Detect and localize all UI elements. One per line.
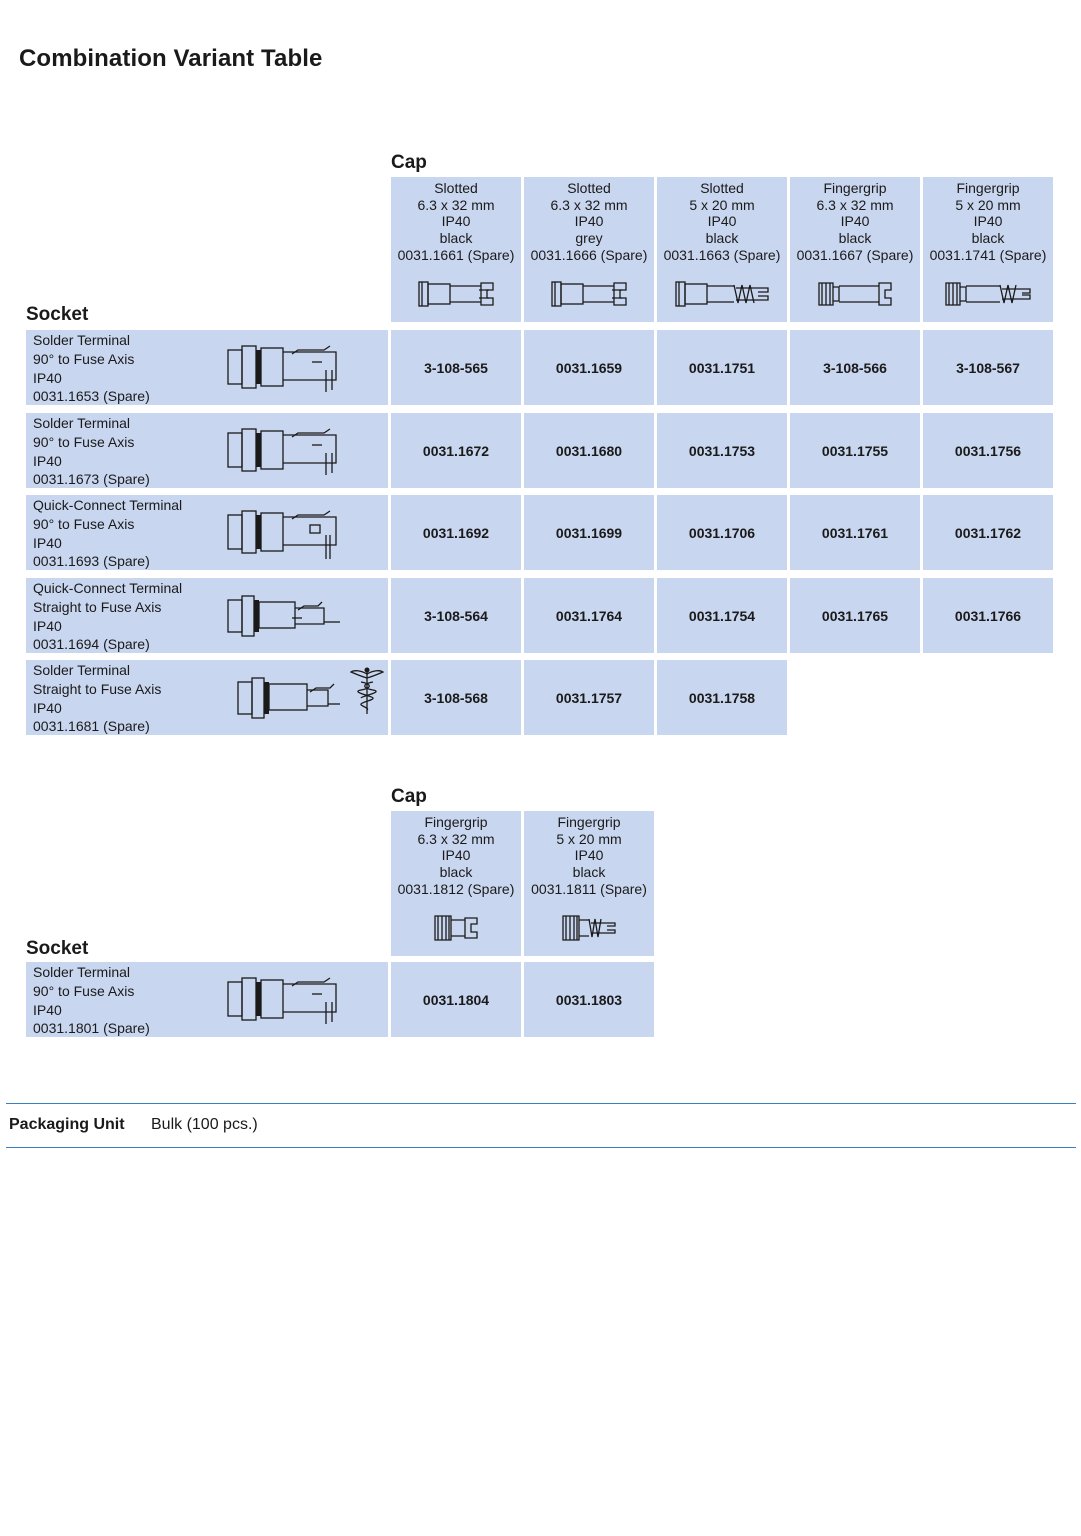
cap-header-cell <box>923 177 1053 322</box>
socket-axis: 90° to Fuse Axis <box>33 433 135 450</box>
caduceus-icon <box>350 666 384 721</box>
part-number-cell: 0031.1764 <box>524 578 654 653</box>
part-number-cell: 3-108-565 <box>391 330 521 405</box>
packaging-unit-label: Packaging Unit <box>9 1116 125 1133</box>
socket-spare-number: 0031.1681 (Spare) <box>33 718 150 735</box>
cap-type: Fingergrip <box>557 814 621 830</box>
solder-90-socket-icon <box>226 342 342 399</box>
socket-ip-rating: IP40 <box>33 1001 62 1018</box>
socket-row-header <box>26 660 388 735</box>
socket-row-header <box>26 962 388 1037</box>
socket-axis: 90° to Fuse Axis <box>33 350 135 367</box>
part-number-cell: 0031.1751 <box>657 330 787 405</box>
solder-straight-socket-icon <box>236 676 342 725</box>
cap-spare-number: 0031.1741 (Spare) <box>929 246 1047 263</box>
page-title: Combination Variant Table <box>19 45 323 72</box>
cap-color: grey <box>575 230 603 247</box>
cap-label: Cap <box>391 152 427 173</box>
cap-ip-rating: IP40 <box>441 213 471 230</box>
socket-spare-number: 0031.1653 (Spare) <box>33 388 150 405</box>
part-number-cell: 0031.1762 <box>923 495 1053 570</box>
cap-color: black <box>838 230 872 247</box>
socket-axis: Straight to Fuse Axis <box>33 680 162 697</box>
cap-type: Fingergrip <box>424 814 488 830</box>
cap-header-cell <box>790 177 920 322</box>
part-number-cell: 0031.1756 <box>923 413 1053 488</box>
part-number-cell: 3-108-564 <box>391 578 521 653</box>
cap-size: 6.3 x 32 mm <box>417 830 495 847</box>
cap-size: 6.3 x 32 mm <box>816 196 894 213</box>
cap-size: 5 x 20 mm <box>556 830 622 847</box>
socket-terminal: Quick-Connect Terminal <box>33 580 183 596</box>
part-number-cell: 3-108-568 <box>391 660 521 735</box>
cap-type: Slotted <box>567 180 611 196</box>
cap-size: 5 x 20 mm <box>955 196 1021 213</box>
cap-size: 6.3 x 32 mm <box>550 196 628 213</box>
slotted-cap-icon <box>391 274 521 314</box>
fingergrip-cap-short-icon <box>923 274 1053 314</box>
cap-header-cell <box>391 177 521 322</box>
socket-axis: Straight to Fuse Axis <box>33 598 162 615</box>
quick-connect-straight-socket-icon <box>226 594 342 643</box>
cap-color: black <box>439 864 473 881</box>
socket-ip-rating: IP40 <box>33 534 62 551</box>
socket-terminal: Solder Terminal <box>33 332 131 348</box>
cap-spare-number: 0031.1811 (Spare) <box>531 880 647 897</box>
part-number-cell: 0031.1761 <box>790 495 920 570</box>
cap-spare-number: 0031.1663 (Spare) <box>663 246 781 263</box>
part-number-cell: 0031.1754 <box>657 578 787 653</box>
cap-header-cell <box>524 811 654 956</box>
part-number-cell: 0031.1803 <box>524 962 654 1037</box>
fingergrip-small-cap-short-icon <box>524 908 654 948</box>
cap-header-cell <box>524 177 654 322</box>
cap-ip-rating: IP40 <box>707 213 737 230</box>
socket-ip-rating: IP40 <box>33 617 62 634</box>
part-number-cell: 0031.1765 <box>790 578 920 653</box>
socket-spare-number: 0031.1694 (Spare) <box>33 636 150 653</box>
cap-type: Fingergrip <box>956 180 1020 196</box>
part-number-cell: 0031.1699 <box>524 495 654 570</box>
cap-color: black <box>705 230 739 247</box>
cap-color: black <box>572 864 606 881</box>
socket-spare-number: 0031.1693 (Spare) <box>33 553 150 570</box>
part-number-cell: 0031.1753 <box>657 413 787 488</box>
part-number-cell: 0031.1692 <box>391 495 521 570</box>
part-number-cell: 3-108-566 <box>790 330 920 405</box>
cap-spare-number: 0031.1667 (Spare) <box>796 246 914 263</box>
quick-connect-90-socket-icon <box>226 507 342 564</box>
socket-terminal: Solder Terminal <box>33 415 131 431</box>
packaging-unit-value: Bulk (100 pcs.) <box>151 1116 258 1133</box>
socket-axis: 90° to Fuse Axis <box>33 982 135 999</box>
cap-spare-number: 0031.1666 (Spare) <box>530 246 648 263</box>
part-number-cell: 0031.1680 <box>524 413 654 488</box>
cap-size: 5 x 20 mm <box>689 196 755 213</box>
part-number-cell: 0031.1758 <box>657 660 787 735</box>
part-number-cell: 3-108-567 <box>923 330 1053 405</box>
part-number-cell: 0031.1757 <box>524 660 654 735</box>
socket-label: Socket <box>26 938 89 959</box>
part-number-cell: 0031.1659 <box>524 330 654 405</box>
cap-ip-rating: IP40 <box>840 213 870 230</box>
socket-row-header <box>26 413 388 488</box>
socket-row-header <box>26 495 388 570</box>
socket-label: Socket <box>26 304 89 325</box>
socket-ip-rating: IP40 <box>33 699 62 716</box>
socket-ip-rating: IP40 <box>33 452 62 469</box>
cap-type: Slotted <box>700 180 744 196</box>
socket-terminal: Solder Terminal <box>33 662 131 678</box>
cap-ip-rating: IP40 <box>574 213 604 230</box>
part-number-cell: 0031.1706 <box>657 495 787 570</box>
socket-terminal: Quick-Connect Terminal <box>33 497 183 513</box>
divider-bottom <box>6 1147 1076 1148</box>
cap-label: Cap <box>391 786 427 807</box>
socket-row-header <box>26 578 388 653</box>
cap-ip-rating: IP40 <box>574 847 604 864</box>
cap-ip-rating: IP40 <box>441 847 471 864</box>
fingergrip-cap-icon <box>790 274 920 314</box>
fingergrip-small-cap-icon <box>391 908 521 948</box>
socket-axis: 90° to Fuse Axis <box>33 515 135 532</box>
solder-90-socket-icon <box>226 425 342 482</box>
cap-color: black <box>971 230 1005 247</box>
socket-spare-number: 0031.1801 (Spare) <box>33 1020 150 1037</box>
socket-ip-rating: IP40 <box>33 369 62 386</box>
cap-header-cell <box>657 177 787 322</box>
solder-90-socket-icon <box>226 974 342 1031</box>
cap-size: 6.3 x 32 mm <box>417 196 495 213</box>
cap-spare-number: 0031.1812 (Spare) <box>397 880 515 897</box>
socket-row-header <box>26 330 388 405</box>
socket-spare-number: 0031.1673 (Spare) <box>33 471 150 488</box>
slotted-cap-icon <box>524 274 654 314</box>
part-number-cell: 0031.1766 <box>923 578 1053 653</box>
cap-type: Slotted <box>434 180 478 196</box>
cap-spare-number: 0031.1661 (Spare) <box>397 246 515 263</box>
cap-color: black <box>439 230 473 247</box>
cap-header-cell <box>391 811 521 956</box>
slotted-cap-short-icon <box>657 274 787 314</box>
socket-terminal: Solder Terminal <box>33 964 131 980</box>
cap-type: Fingergrip <box>823 180 887 196</box>
cap-ip-rating: IP40 <box>973 213 1003 230</box>
divider-top <box>6 1103 1076 1104</box>
part-number-cell: 0031.1672 <box>391 413 521 488</box>
part-number-cell: 0031.1755 <box>790 413 920 488</box>
part-number-cell: 0031.1804 <box>391 962 521 1037</box>
